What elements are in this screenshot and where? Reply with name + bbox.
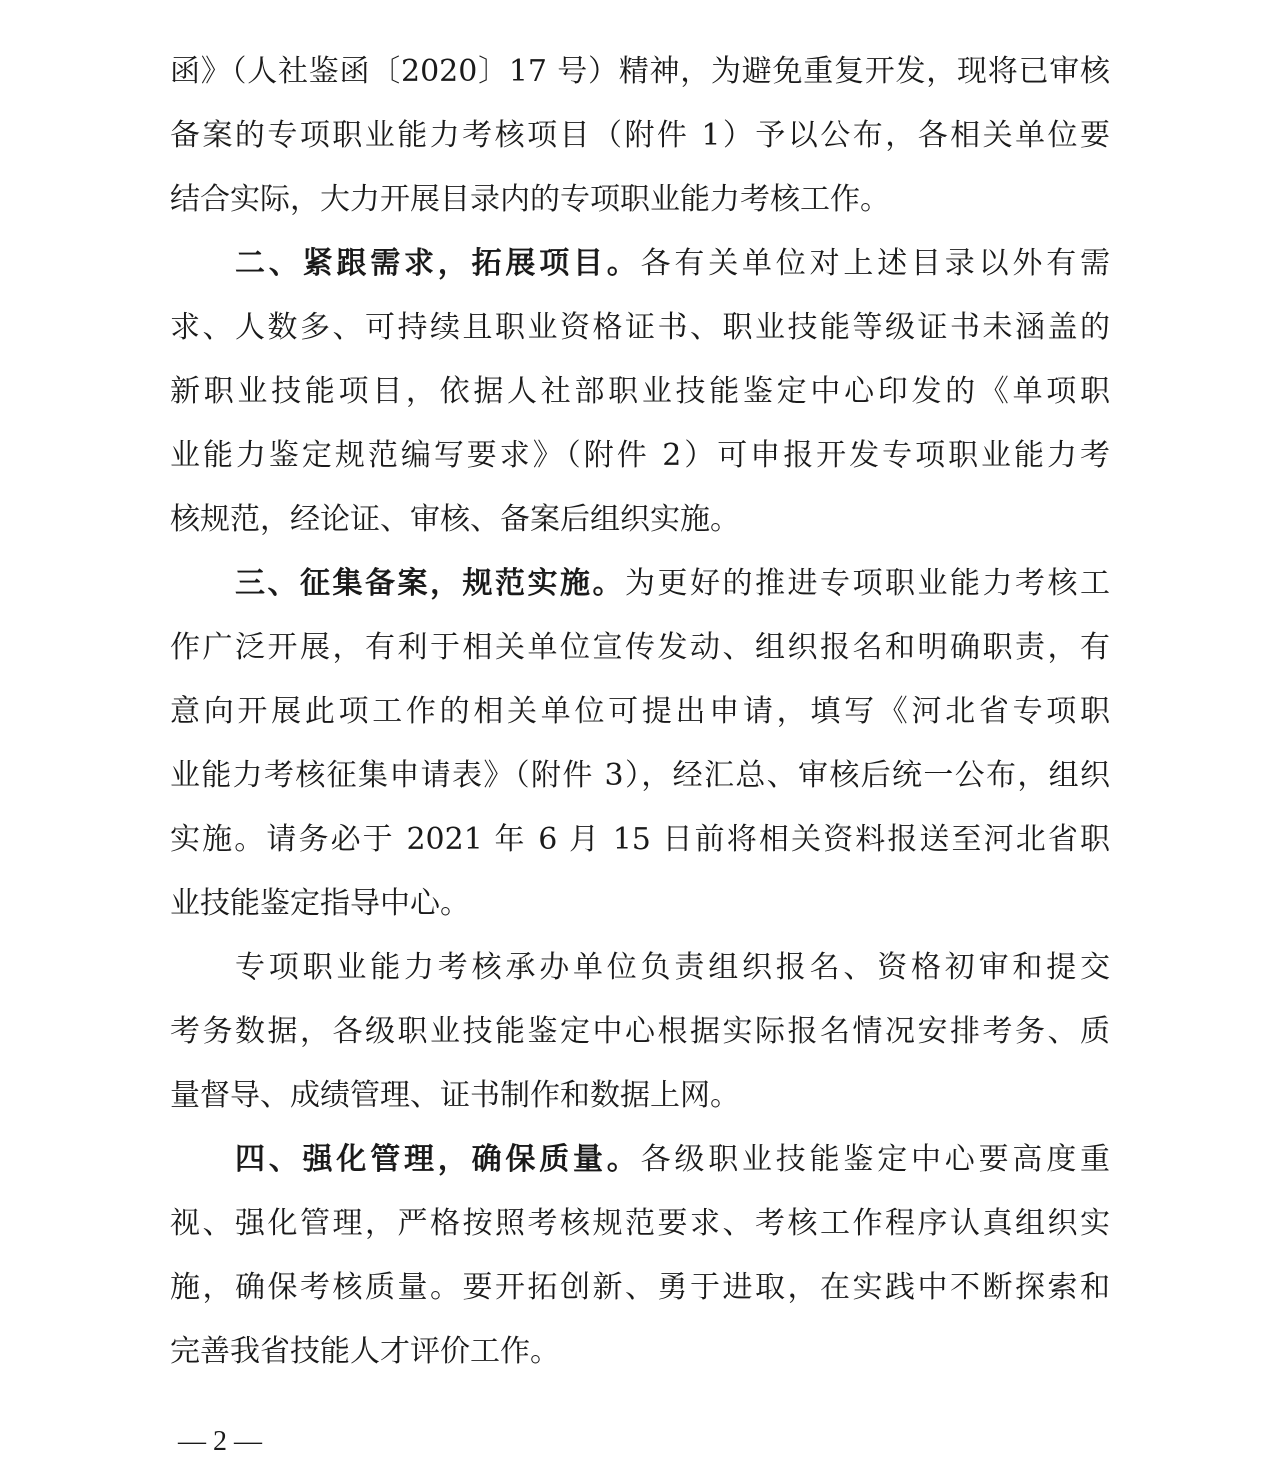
line-text: 新职业技能项目，依据人社部职业技能鉴定中心印发的《单项职 (170, 374, 1110, 409)
line-text: 备案的专项职业能力考核项目（附件 1）予以公布，各相关单位要 (170, 118, 1110, 153)
line-text: 专项职业能力考核承办单位负责组织报名、资格初审和提交 (235, 950, 1110, 985)
paragraph-line (170, 628, 1110, 668)
section-heading: 二、紧跟需求，拓展项目。 (235, 246, 641, 281)
paragraph-line (170, 180, 1110, 220)
paragraph-line (170, 116, 1110, 156)
paragraph-line (170, 500, 1110, 540)
line-text: 各级职业技能鉴定中心要高度重 (640, 1142, 1111, 1177)
paragraph-line (170, 1204, 1110, 1244)
line-text: 施，确保考核质量。要开拓创新、勇于进取，在实践中不断探索和 (170, 1270, 1110, 1305)
paragraph-line (170, 1012, 1110, 1052)
paragraph-line (235, 948, 1110, 988)
line-text: 业技能鉴定指导中心。 (170, 886, 470, 921)
line-text: 意向开展此项工作的相关单位可提出申请，填写《河北省专项职 (170, 694, 1110, 729)
line-text: 核规范，经论证、审核、备案后组织实施。 (170, 502, 740, 537)
line-text: 量督导、成绩管理、证书制作和数据上网。 (170, 1078, 740, 1113)
paragraph-line (170, 308, 1110, 348)
line-text: 视、强化管理，严格按照考核规范要求、考核工作程序认真组织实 (170, 1206, 1110, 1241)
line-text: 函》（人社鉴函〔2020〕17 号）精神，为避免重复开发，现将已审核 (170, 54, 1110, 89)
paragraph-line (170, 1076, 1110, 1116)
section-heading: 三、征集备案，规范实施。 (235, 566, 625, 601)
section-heading-line (235, 564, 1110, 604)
paragraph-line (170, 436, 1110, 476)
paragraph-line (170, 52, 1110, 92)
paragraph-line (170, 884, 1110, 924)
section-heading-line (235, 1140, 1110, 1180)
line-text: 为更好的推进专项职业能力考核工 (625, 566, 1110, 601)
line-text: 业能力鉴定规范编写要求》（附件 2）可申报开发专项职业能力考 (170, 438, 1110, 473)
section-heading-line (235, 244, 1110, 284)
line-text: 考务数据，各级职业技能鉴定中心根据实际报名情况安排考务、质 (170, 1014, 1110, 1049)
page-number: — 2 — (178, 1426, 262, 1457)
line-text: 完善我省技能人才评价工作。 (170, 1334, 560, 1369)
paragraph-line (170, 756, 1110, 796)
line-text: 实施。请务必于 2021 年 6 月 15 日前将相关资料报送至河北省职 (170, 822, 1110, 857)
section-heading: 四、强化管理，确保质量。 (235, 1142, 641, 1177)
paragraph-line (170, 1332, 1110, 1372)
paragraph-line (170, 692, 1110, 732)
paragraph-line (170, 1268, 1110, 1308)
line-text: 求、人数多、可持续且职业资格证书、职业技能等级证书未涵盖的 (170, 310, 1110, 345)
line-text: 业能力考核征集申请表》（附件 3），经汇总、审核后统一公布，组织 (170, 758, 1110, 793)
line-text: 结合实际，大力开展目录内的专项职业能力考核工作。 (170, 182, 890, 217)
line-text: 各有关单位对上述目录以外有需 (640, 246, 1111, 281)
paragraph-line (170, 372, 1110, 412)
line-text: 作广泛开展，有利于相关单位宣传发动、组织报名和明确职责，有 (170, 630, 1110, 665)
paragraph-line (170, 820, 1110, 860)
